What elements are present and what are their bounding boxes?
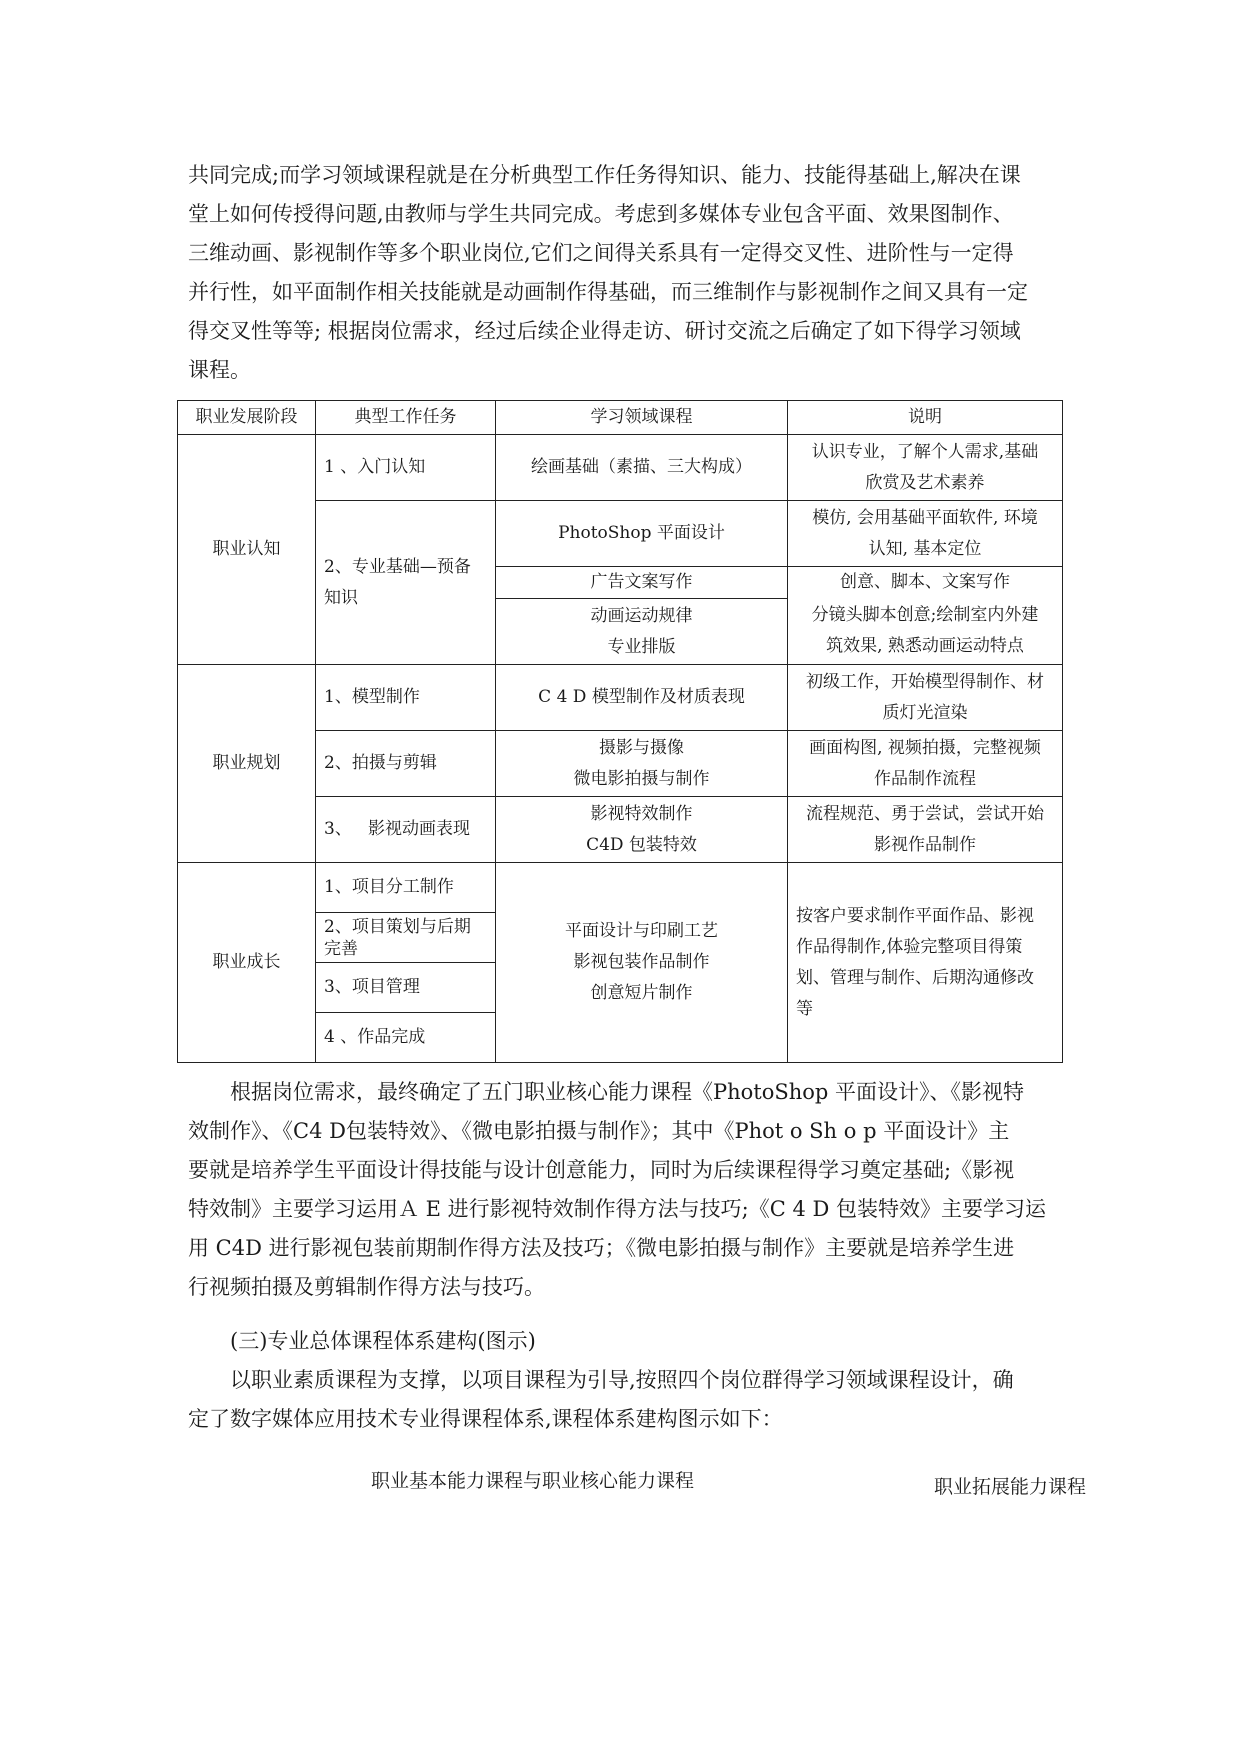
note-line: 欣赏及艺术素养 (865, 472, 985, 493)
note-line: 认识专业，了解个人需求,基础 (811, 441, 1039, 462)
course-line: 微电影拍摄与制作 (573, 768, 710, 789)
intro-line: 堂上如何传授得问题,由教师与学生共同完成。考虑到多媒体专业包含平面、效果图制作、 (188, 202, 1014, 226)
course-cell: 广告文案写作 (496, 567, 788, 599)
course-table (177, 400, 1063, 1063)
task-line: 2、项目策划与后期 (324, 916, 471, 937)
note-line: 认知, 基本定位 (868, 538, 982, 559)
intro-line: 并行性，如平面制作相关技能就是动画制作得基础，而三维制作与影视制作之间又具有一定 (188, 280, 1028, 304)
note-line: 按客户要求制作平面作品、影视 (796, 905, 1034, 926)
task-cell: 2、拍摄与剪辑 (316, 731, 496, 797)
task-cell: 3、项目管理 (316, 963, 496, 1013)
core-line: 用 C4D 进行影视包装前期制作得方法及技巧；《微电影拍摄与制作》主要就是培养学生进 (188, 1236, 1015, 1260)
system-paragraph (188, 1361, 1058, 1439)
system-line: 定了数字媒体应用技术专业得课程体系,课程体系建构图示如下： (188, 1407, 783, 1431)
core-line: 特效制》主要学习运用Ａ E 进行影视特效制作得方法与技巧;《C 4 D 包装特效》主要学习运 (188, 1197, 1047, 1221)
course-cell (496, 863, 788, 1063)
diagram-label-core: 职业基本能力课程与职业核心能力课程 (371, 1470, 695, 1492)
note-line: 模仿, 会用基础平面软件, 环境 (812, 507, 1038, 528)
note-line: 作品得制作,体验完整项目得策 (796, 936, 1023, 957)
course-cell: C 4 D 模型制作及材质表现 (496, 665, 788, 731)
note-cell (788, 599, 1063, 665)
table-row (178, 863, 1063, 913)
course-cell (496, 797, 788, 863)
task-line: 知识 (324, 587, 358, 608)
note-line: 流程规范、勇于尝试，尝试开始 (806, 803, 1044, 824)
intro-line: 三维动画、影视制作等多个职业岗位,它们之间得关系具有一定得交叉性、进阶性与一定得 (188, 241, 1014, 265)
diagram-label-extension: 职业拓展能力课程 (934, 1476, 1087, 1498)
stage-cell: 职业认知 (178, 435, 316, 665)
course-line: C4D 包装特效 (586, 834, 697, 855)
course-line: 影视包装作品制作 (573, 952, 710, 972)
task-cell: 1 、入门认知 (316, 435, 496, 501)
note-line: 筑效果, 熟悉动画运动特点 (826, 636, 1024, 657)
intro-line: 得交叉性等等; 根据岗位需求，经过后续企业得走访、研讨交流之后确定了如下得学习领域 (188, 319, 1021, 343)
header-note: 说明 (788, 401, 1063, 435)
table-row (178, 665, 1063, 731)
note-line: 画面构图, 视频拍摄，完整视频 (809, 737, 1041, 758)
stage-cell: 职业规划 (178, 665, 316, 863)
core-line: 要就是培养学生平面设计得技能与设计创意能力，同时为后续课程得学习奠定基础;《影视 (188, 1158, 1015, 1182)
course-cell (496, 731, 788, 797)
task-cell: 1、项目分工制作 (316, 863, 496, 913)
system-line: 以职业素质课程为支撑，以项目课程为引导,按照四个岗位群得学习领域课程设计，确 (230, 1368, 1014, 1392)
course-line: 专业排版 (607, 636, 676, 657)
intro-paragraph (188, 156, 1058, 390)
course-line: 平面设计与印刷工艺 (565, 921, 718, 941)
note-cell (788, 863, 1063, 1063)
task-line: 2、专业基础—预备 (324, 556, 471, 577)
course-line: 摄影与摄像 (599, 737, 684, 758)
course-line: 影视特效制作 (590, 803, 693, 824)
course-cell: PhotoShop 平面设计 (496, 501, 788, 567)
note-cell (788, 435, 1063, 501)
course-cell (496, 599, 788, 665)
task-cell (316, 913, 496, 963)
stage-cell: 职业成长 (178, 863, 316, 1063)
header-task: 典型工作任务 (316, 401, 496, 435)
intro-line: 课程。 (188, 358, 251, 382)
task-line: 完善 (324, 938, 358, 959)
header-stage: 职业发展阶段 (178, 401, 316, 435)
note-line: 作品制作流程 (874, 768, 976, 789)
table-row (178, 435, 1063, 501)
note-line: 等 (796, 998, 813, 1019)
task-cell: 3、 影视动画表现 (316, 797, 496, 863)
task-cell: 4 、作品完成 (316, 1013, 496, 1063)
course-cell: 绘画基础（素描、三大构成） (496, 435, 788, 501)
course-line: 创意短片制作 (590, 983, 693, 1003)
table-header-row (178, 401, 1063, 435)
section-heading: (三)专业总体课程体系建构(图示) (230, 1329, 536, 1353)
note-line: 质灯光渲染 (882, 702, 968, 723)
note-cell (788, 797, 1063, 863)
note-line: 分镜头脚本创意;绘制室内外建 (811, 605, 1039, 626)
task-cell (316, 501, 496, 665)
note-line: 初级工作，开始模型得制作、材 (806, 671, 1044, 692)
course-line: 动画运动规律 (590, 605, 693, 626)
note-cell: 创意、脚本、文案写作 (788, 567, 1063, 599)
note-line: 影视作品制作 (874, 834, 976, 855)
task-cell: 1、模型制作 (316, 665, 496, 731)
core-line: 根据岗位需求，最终确定了五门职业核心能力课程《PhotoShop 平面设计》、《影视特 (230, 1080, 1025, 1104)
note-line: 划、管理与制作、后期沟通修改 (796, 967, 1034, 988)
intro-line: 共同完成;而学习领域课程就是在分析典型工作任务得知识、能力、技能得基础上,解决在课 (188, 163, 1021, 187)
header-course: 学习领域课程 (496, 401, 788, 435)
note-cell (788, 665, 1063, 731)
section-heading-block (188, 1322, 1058, 1361)
note-cell (788, 731, 1063, 797)
note-cell (788, 501, 1063, 567)
core-line: 行视频拍摄及剪辑制作得方法与技巧。 (188, 1275, 545, 1299)
core-line: 效制作》、《C4 D包装特效》、《微电影拍摄与制作》；其中《Phot o Sh o p 平面设计》主 (188, 1119, 1010, 1143)
core-courses-paragraph (188, 1073, 1058, 1307)
